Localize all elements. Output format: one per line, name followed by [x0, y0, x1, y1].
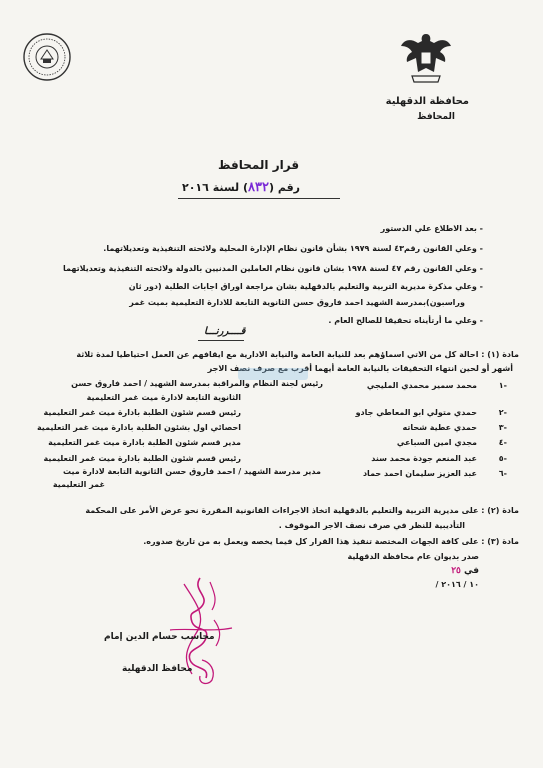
governor-signature-title: محافظ الدقهلية	[122, 664, 193, 674]
person-name: عبد العزيز سليمان احمد حماد	[362, 469, 477, 478]
decision-title: قرار المحافظ	[218, 158, 300, 172]
article-2-label: مادة (٢) :	[481, 506, 519, 515]
title-underline	[178, 198, 340, 199]
preamble-line: - بعد الاطلاع علي الدستور	[380, 224, 483, 233]
preamble-line: - وعلي مذكرة مديرية التربية والتعليم بالدقهلية بشان مراجعة اوراق اجابات الطلبة (دور ثان	[128, 282, 483, 291]
person-number: ٦-	[498, 469, 507, 478]
governorate-name: محافظة الدقهلية	[385, 96, 469, 107]
watermark-logo-icon	[238, 366, 308, 382]
person-number: ٢-	[498, 408, 507, 417]
person-title: مدير مدرسة الشهيد / احمد فاروق حسن الثانوية التابعة لادارة ميت	[63, 467, 321, 476]
preamble-line: - وعلي القانون رقم ٤٧ لسنة ١٩٧٨ بشان قانون نظام العاملين المدنيين بالدولة ولائحته التنفيذية وتعديلاتهما	[63, 264, 483, 273]
person-number: ٣-	[498, 423, 507, 432]
eagle-emblem-icon	[398, 28, 454, 88]
ministry-seal-icon	[22, 32, 72, 82]
decision-number	[182, 180, 300, 195]
governor-label: المحافظ	[417, 112, 455, 122]
article-1-line: أشهر أو لحين انتهاء التحقيقات بالنيابة العامة أيهما أقرب مع صرف نصف الاجر	[207, 364, 513, 373]
preamble-line: - وعلي ما أرتأيناه تحقيقا للصالح العام .	[328, 316, 483, 325]
person-name: حمدي متولي ابو المعاطي جادو	[355, 408, 477, 417]
person-title: مدير قسم شئون الطلبة بادارة ميت غمر التعليمية	[48, 438, 241, 447]
person-number: ١-	[498, 381, 507, 390]
person-title: غمر التعليمية	[52, 480, 105, 489]
issued-day-handwritten: ٢٥	[451, 566, 461, 576]
person-name: محمد سمير محمدي المليجي	[366, 381, 477, 390]
person-title: احصائي اول بشئون الطلبة بادارة ميت غمر التعليمية	[36, 423, 241, 432]
person-title: رئيس قسم شئون الطلبة بادارة ميت غمر التعليمية	[43, 408, 241, 417]
article-2-line: مادة (٢) : على مديرية التربية والتعليم بالدقهلية اتخاذ الاجراءات القانونية المقررة نحو عرض الأمر على المحكمة	[85, 506, 519, 515]
article-3-line: مادة (٣) : على كافة الجهات المختصة تنفيذ هذا القرار كل فيما يخصه ويعمل به من تاريخ صدوره.	[143, 537, 519, 546]
issued-date: / ١٠ / ٢٠١٦	[435, 580, 479, 589]
article-2-line: التأديبية للنظر في صرف نصف الاجر الموقوف .	[278, 521, 465, 530]
person-title: رئيس لجنة النظام والمراقبة بمدرسة الشهيد / احمد فاروق حسن	[71, 379, 323, 388]
person-number: ٤-	[498, 438, 507, 447]
issued-line: صدر بديوان عام محافظة الدقهلية	[347, 552, 479, 561]
number-handwritten: ٨٣٢	[248, 180, 269, 195]
governor-signature-name: محاسب حسام الدين إمام	[104, 632, 215, 642]
person-name: عبد المنعم جودة محمد سند	[371, 454, 477, 463]
person-name: مجدي امين السباعي	[396, 438, 477, 447]
number-prefix: رقم (	[268, 181, 301, 194]
decided-heading: قــــررنـــا	[204, 326, 246, 337]
person-title: الثانوية التابعة لادارة ميت غمر التعليمية	[86, 393, 241, 402]
number-suffix: ) لسنة ٢٠١٦	[182, 181, 249, 194]
person-title: رئيس قسم شئون الطلبة بادارة ميت غمر التعليمية	[43, 454, 241, 463]
article-1-label: مادة (١) :	[481, 350, 519, 359]
person-number: ٥-	[498, 454, 507, 463]
issued-date-day: في ٢٥	[451, 566, 479, 576]
article-1-line: مادة (١) : احالة كل من الاتي اسماؤهم بعد للنيابة العامة والنيابة الادارية مع ايقافهم عن العمل احتياطيا لمدة ثلاثة	[76, 350, 519, 359]
article-3-label: مادة (٣) :	[481, 537, 519, 546]
person-name: حمدي عطية شحاته	[402, 423, 477, 432]
preamble-line: وراسبون)بمدرسة الشهيد احمد فاروق حسن الثانوية التابعة للادارة التعليمية بميت غمر	[129, 298, 465, 307]
decided-underline	[198, 340, 244, 341]
preamble-line: - وعلي القانون رقم٤٣ لسنة ١٩٧٩ بشأن قانون نظام الإدارة المحلية ولائحته التنفيذية وتعديلاتهما.	[103, 244, 483, 253]
